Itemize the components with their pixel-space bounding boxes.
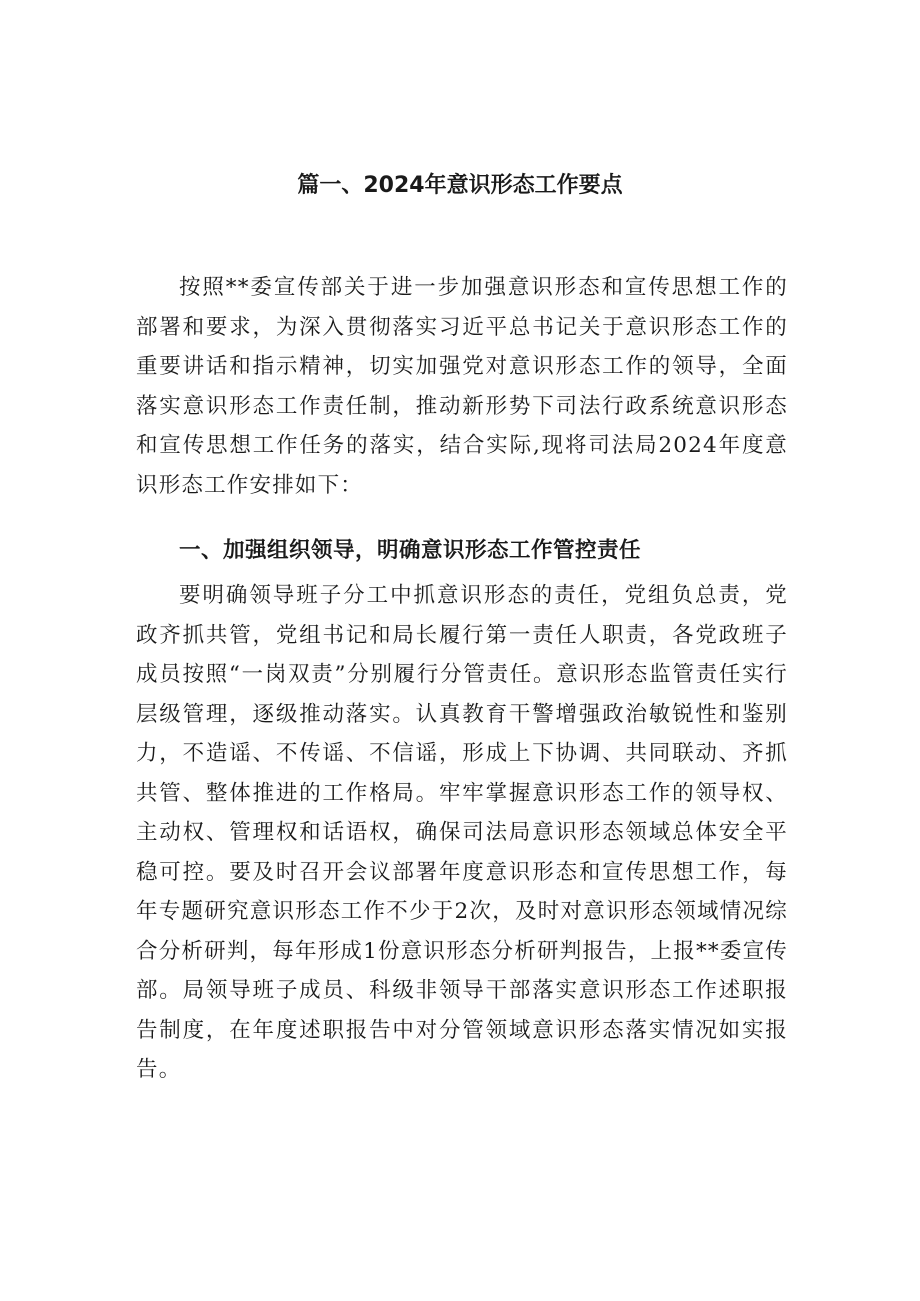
section-body-1: 要明确领导班子分工中抓意识形态的责任，党组负总责，党政齐抓共管，党组书记和局长履行第一责任人职责，各党政班子成员按照“一岗双责”分别履行分管责任。意识形态监管责任实行层级管理，逐级推动落实。认真教育干警增强政治敏锐性和鉴别力，不造谣、不传谣、不信谣，形成上下协调、共同联动、齐抓共管、整体推进的工作格局。牢牢掌握意识形态工作的领导权、主动权、管理权和话语权，确保司法局意识形态领域总体安全平稳可控。要及时召开会议部署年度意识形态和宣传思想工作，每年专题研究意识形态工作不少于2次，及时对意识形态领域情况综合分析研判，每年形成1份意识形态分析研判报告，上报**委宣传部。局领导班子成员、科级非领导干部落实意识形态工作述职报告制度，在年度述职报告中对分管领域意识形态落实情况如实报告。 (136, 583, 788, 1082)
document-title: 篇一、2024年意识形态工作要点 (297, 173, 623, 198)
intro-paragraph: 按照**委宣传部关于进一步加强意识形态和宣传思想工作的部署和要求，为深入贯彻落实习近平总书记关于意识形态工作的重要讲话和指示精神，切实加强党对意识形态工作的领导，全面落实意识形态工作责任制，推动新形势下司法行政系统意识形态和宣传思想工作任务的落实，结合实际,现将司法局2024年度意识形态工作安排如下： (136, 275, 788, 498)
section-heading-1: 一、加强组织领导，明确意识形态工作管控责任 (179, 538, 642, 563)
